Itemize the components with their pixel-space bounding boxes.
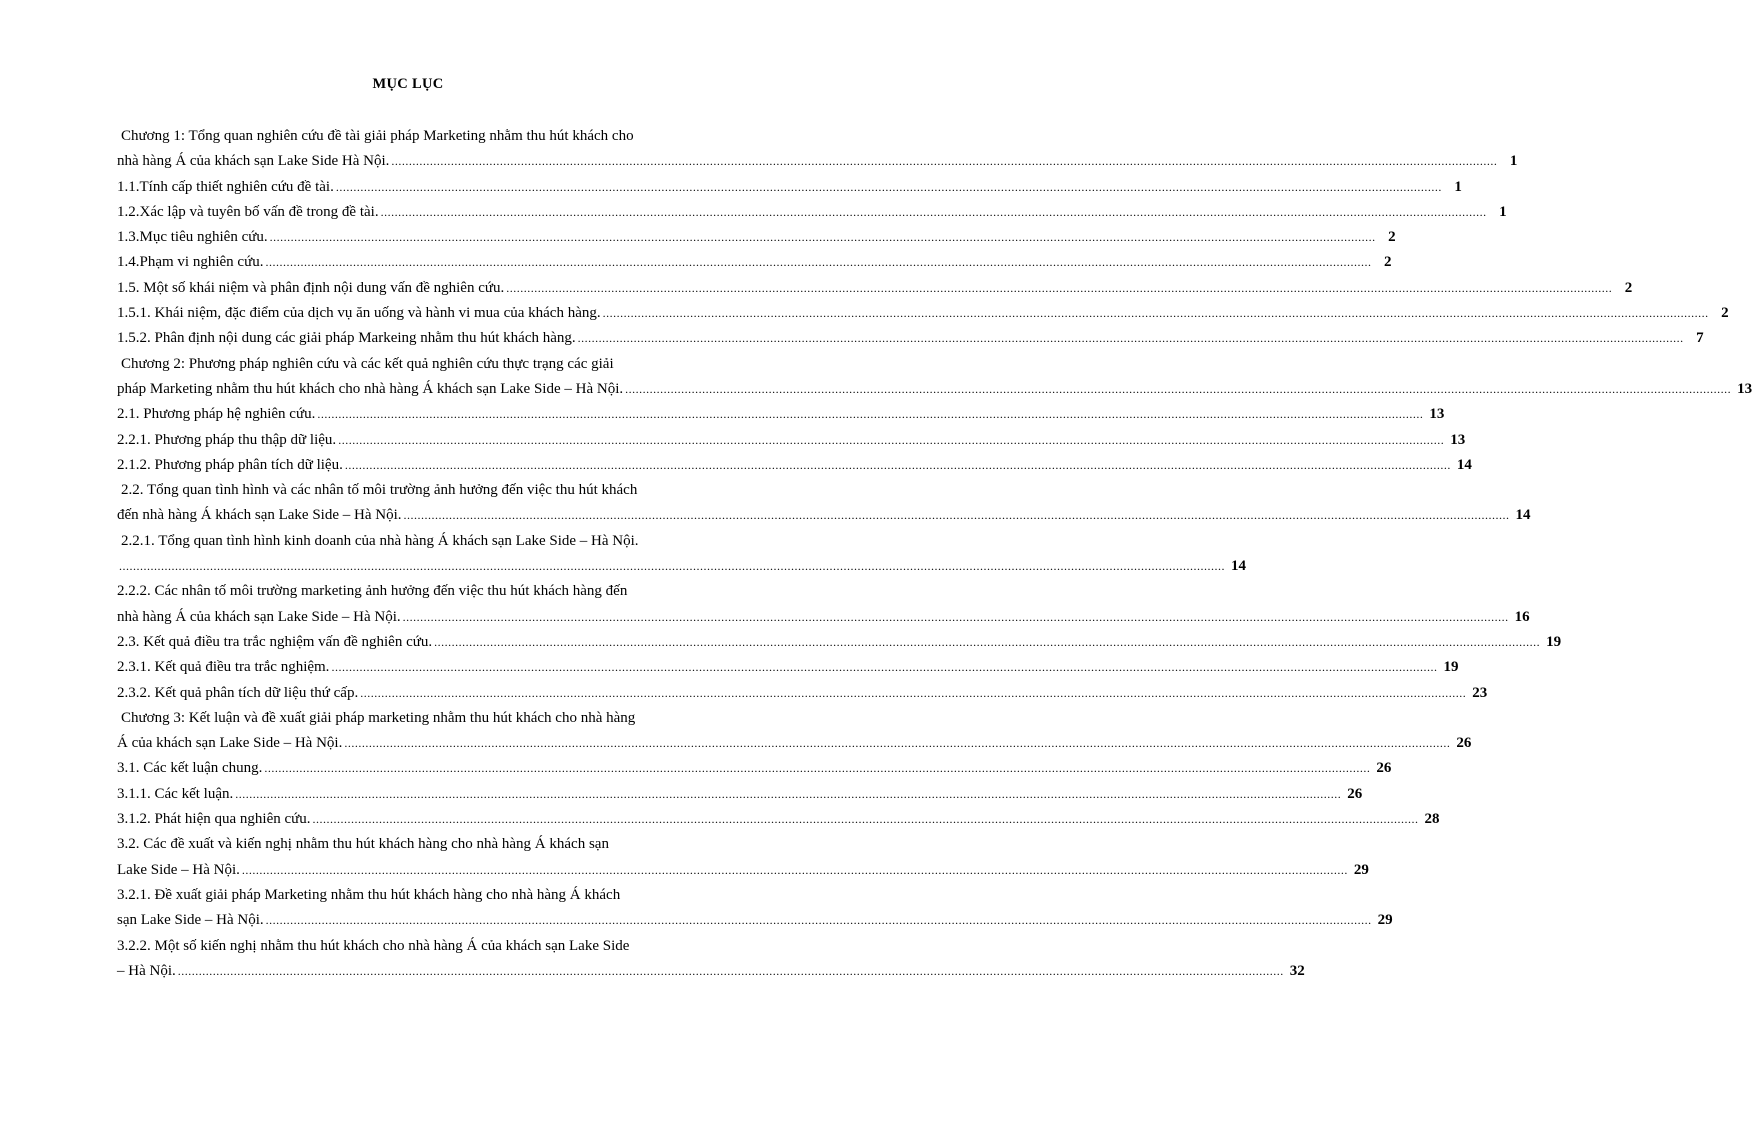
toc-entry-title: Chương 1: Tổng quan nghiên cứu đề tài giải pháp Marketing nhằm thu hút khách cho [121,128,634,144]
dot-leader [242,858,1348,883]
toc-entry[interactable] [117,301,1729,326]
dot-leader [336,175,1442,200]
toc-entry-title: 2.1.2. Phương pháp phân tích dữ liệu. [117,456,343,473]
toc-entry[interactable] [117,352,1752,403]
toc-page-number: 14 [1515,507,1531,524]
dot-leader [403,605,1509,630]
toc-entry-title: 1.5.1. Khái niệm, đặc điểm của dịch vụ ăn uống và hành vi mua của khách hàng. [117,305,601,322]
toc-entry-title: 1.1.Tính cấp thiết nghiên cứu đề tài. [117,178,334,195]
toc-page-number: 2 [1388,229,1396,246]
toc-entry-title: 3.2.1. Đề xuất giải pháp Marketing nhằm thu hút khách hàng cho nhà hàng Á khách [117,886,621,903]
toc-entry-title: 1.2.Xác lập và tuyên bố vấn đề trong đề tài. [117,203,379,220]
toc-entry[interactable] [117,934,1305,985]
toc-entry-title: 2.3.1. Kết quả điều tra trắc nghiệm. [117,659,330,676]
toc-entry-title: 2.3.2. Kết quả phân tích dữ liệu thứ cấp. [117,684,359,701]
toc-entry[interactable] [117,706,1472,757]
dot-leader [360,681,1466,706]
toc-page-number: 2 [1383,254,1392,271]
toc-entry[interactable] [117,478,1531,529]
toc-entry-title: 3.2. Các đề xuất và kiến nghị nhằm thu hút khách hàng cho nhà hàng Á khách sạn [117,836,609,853]
toc-page-number: 28 [1424,811,1440,828]
toc-entry[interactable] [117,655,1459,680]
toc-entry-title: 2.3. Kết quả điều tra trắc nghiệm vấn đề nghiên cứu. [117,633,433,650]
toc-entry[interactable] [117,453,1472,478]
toc-entry-title: 3.1. Các kết luận chung. [117,760,263,777]
toc-entry[interactable] [117,428,1466,453]
toc-entry-continuation: sạn Lake Side – Hà Nội. [117,912,264,929]
toc-entry-title: 1.3.Mục tiêu nghiên cứu. [117,229,268,246]
toc-page-number: 1 [1509,153,1518,170]
toc-page-number: 2 [1624,279,1633,296]
toc-entry-continuation: nhà hàng Á của khách sạn Lake Side Hà Nội. [117,153,390,170]
toc-entry-title: 3.2.2. Một số kiến nghị nhằm thu hút khách cho nhà hàng Á của khách sạn Lake Side [117,937,630,954]
dot-leader [266,908,1372,933]
dot-leader [404,503,1510,528]
dot-leader [391,149,1497,174]
toc-entry-title: 1.5. Một số khái niệm và phân định nội dung vấn đề nghiên cứu. [117,279,505,296]
toc-page-number: 23 [1472,684,1488,701]
toc-entry-continuation: Á của khách sạn Lake Side – Hà Nội. [117,735,343,752]
toc-entry-title: 2.1. Phương pháp hệ nghiên cứu. [117,406,316,423]
toc-entry[interactable] [117,175,1462,200]
toc-page-number: 19 [1443,659,1459,676]
toc-entry-title: 3.1.1. Các kết luận. [117,785,234,802]
dot-leader [344,731,1450,756]
dot-leader [178,959,1284,984]
toc-page-number: 26 [1347,785,1363,802]
toc-page-number: 29 [1377,912,1393,929]
toc-entry-title: Chương 3: Kết luận và đề xuất giải pháp marketing nhằm thu hút khách cho nhà hàng [121,709,636,726]
toc-entry[interactable] [117,630,1562,655]
table-of-contents [117,124,1752,984]
toc-entry-continuation: pháp Marketing nhằm thu hút khách cho nhà hàng Á khách sạn Lake Side – Hà Nội. [117,380,624,397]
dot-leader [603,301,1709,326]
toc-entry[interactable] [117,756,1392,781]
toc-entry[interactable] [117,883,1393,934]
toc-page-number: 26 [1456,735,1472,752]
dot-leader [313,807,1419,832]
dot-leader [317,402,1423,427]
dot-leader [506,276,1612,301]
toc-page-number: 1 [1499,203,1507,220]
dot-leader [434,630,1540,655]
toc-entry[interactable] [117,124,1518,175]
toc-entry[interactable] [117,250,1392,275]
toc-entry-title: 3.1.2. Phát hiện qua nghiên cứu. [117,811,311,828]
toc-entry-title: 2.2.1. Tổng quan tình hình kinh doanh của nhà hàng Á khách sạn Lake Side – Hà Nội. [121,532,639,549]
dot-leader [265,250,1371,275]
toc-entry-continuation: – Hà Nội. [117,962,176,979]
toc-entry[interactable] [117,579,1530,630]
toc-entry[interactable] [117,807,1440,832]
toc-page-number: 1 [1454,178,1462,195]
toc-page-number: 13 [1429,406,1445,423]
dot-leader [345,453,1451,478]
toc-entry[interactable] [117,200,1507,225]
dot-leader [270,225,1376,250]
dot-leader [338,428,1444,453]
dot-leader [578,326,1684,351]
toc-entry-title: 1.5.2. Phân định nội dung các giải pháp Markeing nhằm thu hút khách hàng. [117,330,576,347]
dot-leader [381,200,1487,225]
toc-page-number: 7 [1696,330,1704,347]
toc-page-number: 29 [1353,861,1369,878]
toc-entry[interactable] [117,782,1363,807]
dot-leader [264,756,1370,781]
toc-page-number: 13 [1450,431,1466,448]
toc-entry-continuation: đến nhà hàng Á khách sạn Lake Side – Hà Nội. [117,507,402,524]
toc-entry[interactable] [117,402,1445,427]
toc-entry[interactable] [117,326,1704,351]
dot-leader [119,554,1225,579]
toc-page-number: 26 [1376,760,1392,777]
toc-entry-title: 2.2. Tổng quan tình hình và các nhân tố môi trường ảnh hưởng đến việc thu hút khách [121,482,638,499]
toc-entry-continuation: nhà hàng Á của khách sạn Lake Side – Hà Nội. [117,608,401,625]
toc-entry[interactable] [117,276,1633,301]
toc-page-number: 16 [1514,608,1530,625]
toc-page-number: 13 [1737,380,1752,397]
toc-entry[interactable] [117,529,1246,580]
toc-entry-title: 1.4.Phạm vi nghiên cứu. [117,254,264,271]
toc-page-number: 32 [1289,962,1305,979]
toc-page-number: 2 [1721,305,1729,322]
dot-leader [331,655,1437,680]
toc-entry[interactable] [117,225,1396,250]
toc-page-number: 14 [1231,558,1246,575]
toc-entry-title: 2.2.1. Phương pháp thu thập dữ liệu. [117,431,337,448]
toc-page-number: 19 [1546,633,1562,650]
toc-entry-continuation: Lake Side – Hà Nội. [117,861,240,878]
dot-leader [625,377,1731,402]
toc-entry[interactable] [117,832,1369,883]
toc-entry[interactable] [117,681,1488,706]
page-title: MỤC LỤC [372,76,444,92]
dot-leader [235,782,1341,807]
toc-page-number: 14 [1456,456,1472,473]
toc-entry-title: 2.2.2. Các nhân tố môi trường marketing ảnh hưởng đến việc thu hút khách hàng đến [117,583,628,600]
toc-entry-title: Chương 2: Phương pháp nghiên cứu và các kết quả nghiên cứu thực trạng các giải [121,355,614,372]
